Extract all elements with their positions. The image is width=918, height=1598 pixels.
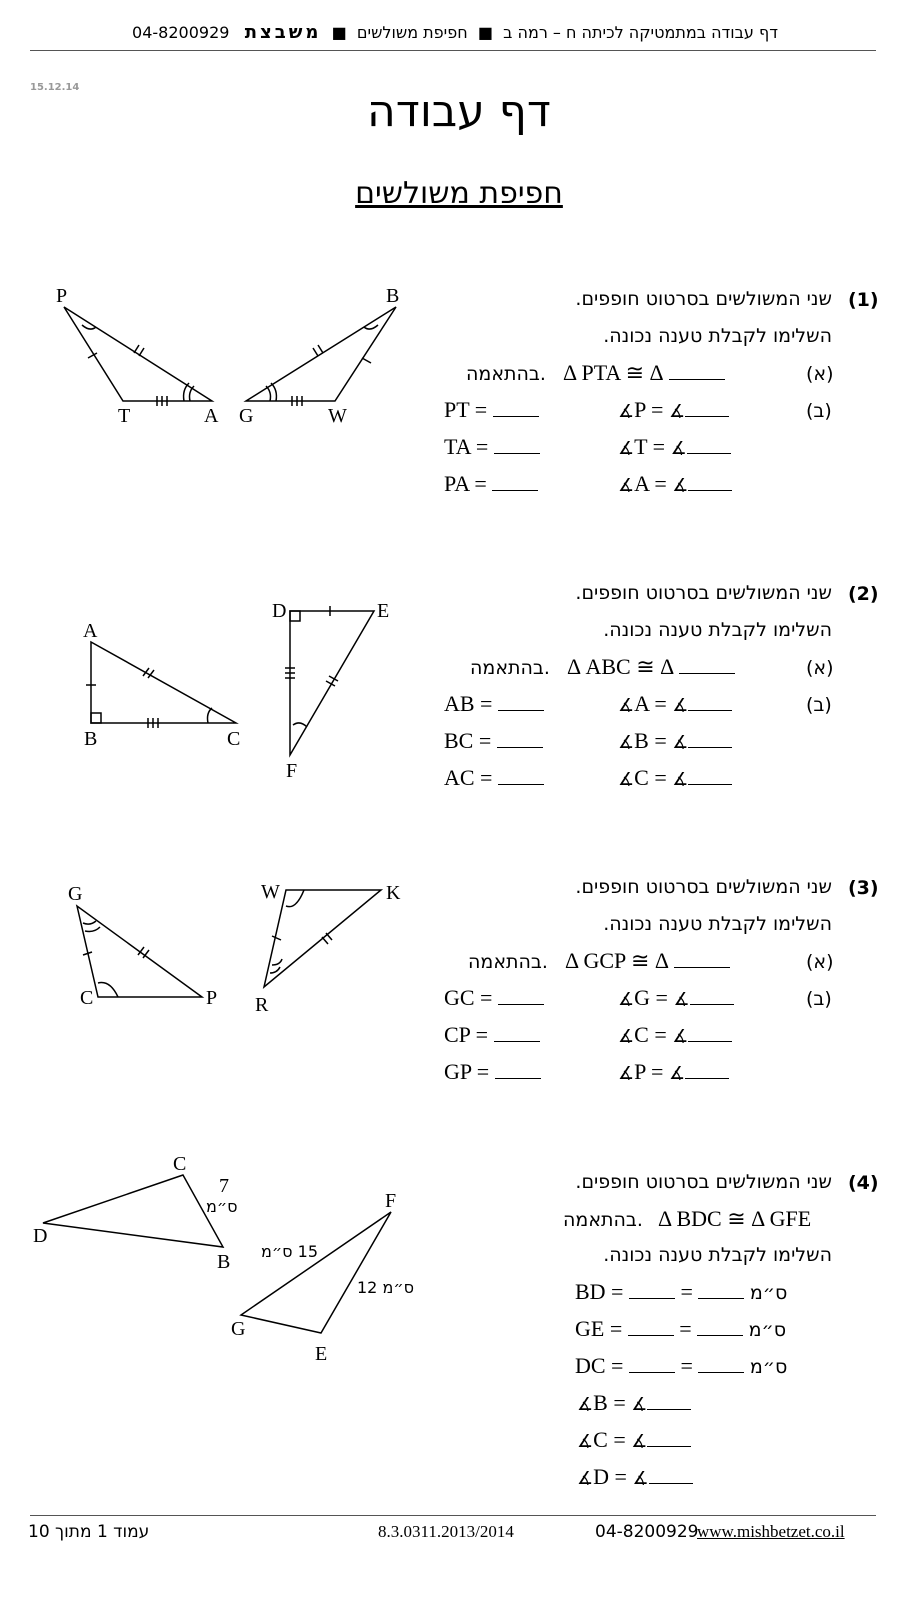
angle-icon: ∡	[577, 1468, 594, 1488]
q1-part-b: (ב)	[806, 400, 832, 422]
q1-side-1	[444, 397, 539, 423]
q2-vertex-1: A	[83, 620, 98, 642]
q2-blank-congruent[interactable]	[679, 655, 735, 674]
q2-line2: השלימו לקבלת טענה נכונה.	[603, 619, 832, 641]
angle-icon: ∡	[672, 732, 689, 752]
q4-vertex-4: F	[385, 1190, 397, 1212]
q4-figure	[25, 1145, 435, 1375]
q1-blank-congruent[interactable]	[669, 361, 725, 380]
angle-icon: ∡	[618, 401, 635, 421]
q2-by-correspondence: בהתאמה.	[470, 657, 550, 679]
angle-icon: ∡	[618, 769, 635, 789]
triangle-bwg	[246, 307, 396, 401]
q3-side-2	[444, 1022, 540, 1048]
q2-congruence-row	[470, 654, 735, 680]
q3-blank-congruent[interactable]	[674, 949, 730, 968]
angle-icon: ∡	[672, 1026, 689, 1046]
q2-number: (2)	[848, 583, 879, 605]
q2-angle-2-label: B =	[634, 728, 667, 753]
q1-side-3-blank[interactable]	[492, 472, 538, 491]
angle-icon: ∡	[672, 769, 689, 789]
q2-figure	[50, 595, 420, 795]
angle-icon: ∡	[632, 1468, 649, 1488]
q3-angle-3	[618, 1059, 729, 1085]
q1-side-1-blank[interactable]	[493, 398, 539, 417]
angle-icon: ∡	[672, 695, 689, 715]
q3-vertex-3: P	[206, 987, 218, 1009]
q2-side-3-label: AC =	[444, 765, 493, 790]
triangle-cdb	[43, 1175, 223, 1247]
q4-line2: השלימו לקבלת טענה נכונה.	[603, 1244, 832, 1266]
q1-angle-1-blank[interactable]	[685, 398, 729, 417]
triangle-fge	[241, 1212, 391, 1333]
q3-side-3-blank[interactable]	[495, 1060, 541, 1079]
q4-side-3-eq: =	[680, 1353, 693, 1378]
q3-angle-2-label: C =	[634, 1022, 667, 1047]
q3-side-2-blank[interactable]	[494, 1023, 540, 1042]
q2-side-1-label: AB =	[444, 691, 493, 716]
q2-angle-3-label: C =	[634, 765, 667, 790]
q1-side-3	[444, 471, 538, 497]
q3-line2: השלימו לקבלת טענה נכונה.	[603, 913, 832, 935]
q1-line1: שני המשולשים בסרטוט חופפים.	[575, 288, 832, 310]
q4-angle-3-blank[interactable]	[649, 1465, 693, 1484]
q2-part-a: (א)	[806, 657, 834, 679]
q4-side-2-value[interactable]	[697, 1317, 743, 1336]
q4-angle-1-blank[interactable]	[647, 1391, 691, 1410]
q3-side-2-label: CP =	[444, 1022, 488, 1047]
q4-side-3	[575, 1353, 787, 1379]
q3-vertex-2: C	[80, 987, 94, 1009]
date-stamp: 15.12.14	[30, 82, 80, 93]
q4-measure-cb: 7	[219, 1175, 229, 1197]
q3-part-b: (ב)	[806, 988, 832, 1010]
q4-side-2	[575, 1316, 786, 1342]
q4-angle-3-label: D =	[593, 1464, 627, 1489]
angle-icon: ∡	[618, 1063, 635, 1083]
q1-angle-3-blank[interactable]	[688, 472, 732, 491]
q2-side-2-label: BC =	[444, 728, 492, 753]
q2-angle-2	[618, 728, 732, 754]
triangle-abc	[91, 642, 236, 723]
angle-icon: ∡	[673, 989, 690, 1009]
brand-logo: משבצת	[244, 22, 322, 43]
q2-angle-1	[618, 691, 732, 717]
angle-icon: ∡	[618, 989, 635, 1009]
q3-angle-1-label: G =	[634, 985, 668, 1010]
header-divider	[30, 50, 876, 51]
q2-vertex-3: C	[227, 728, 241, 750]
q1-line2: השלימו לקבלת טענה נכונה.	[603, 325, 832, 347]
q2-vertex-4: D	[272, 600, 287, 622]
q4-side-2-eq: =	[679, 1316, 692, 1341]
q1-vertex-4: B	[386, 285, 400, 307]
q3-angle-2-blank[interactable]	[688, 1023, 732, 1042]
q3-line1: שני המשולשים בסרטוט חופפים.	[575, 876, 832, 898]
q4-vertex-6: E	[315, 1343, 328, 1365]
q4-vertex-2: D	[33, 1225, 48, 1247]
q4-side-2-blank[interactable]	[628, 1317, 674, 1336]
footer-code: 8.3.0311.2013/2014	[378, 1522, 514, 1541]
q3-angle-3-label: P =	[634, 1059, 664, 1084]
q1-side-3-label: PA =	[444, 471, 487, 496]
q4-side-3-value[interactable]	[698, 1354, 744, 1373]
q2-angle-2-blank[interactable]	[688, 729, 732, 748]
q1-congruence-row	[466, 360, 725, 386]
header-topic: חפיפת משולשים	[356, 23, 468, 42]
q4-angle-1	[577, 1390, 691, 1416]
triangle-pta	[64, 307, 212, 401]
angle-icon: ∡	[577, 1394, 594, 1414]
q3-angle-1	[618, 985, 734, 1011]
q3-part-a: (א)	[806, 951, 834, 973]
header-line: דף עבודה במתמטיקה לכיתה ח – רמה ב ■ חפיפת משולשים ■ משבצת 04-8200929	[132, 22, 778, 43]
q2-angle-3-blank[interactable]	[688, 766, 732, 785]
q3-side-1	[444, 985, 544, 1011]
header-worksheet: דף עבודה במתמטיקה לכיתה ח – רמה ב	[503, 23, 778, 42]
q4-angle-1-label: B =	[593, 1390, 626, 1415]
q4-side-1-blank[interactable]	[629, 1280, 675, 1299]
q1-part-a: (א)	[806, 363, 834, 385]
q3-congruence-row	[468, 948, 730, 974]
q1-number: (1)	[848, 289, 879, 311]
footer-divider	[30, 1515, 876, 1516]
angle-icon: ∡	[668, 1063, 686, 1083]
header-phone: 04-8200929	[132, 23, 230, 42]
q1-vertex-1: P	[56, 285, 68, 307]
angle-icon: ∡	[618, 695, 635, 715]
angle-icon: ∡	[631, 1431, 648, 1451]
q4-measure-cb-unit: ס״מ	[206, 1197, 238, 1216]
q2-angle-3	[618, 765, 732, 791]
q1-vertex-2: T	[118, 405, 131, 427]
angle-icon: ∡	[670, 438, 687, 458]
q1-congruence: Δ PTA ≅ Δ	[563, 360, 664, 385]
q3-congruence: Δ GCP ≅ Δ	[565, 948, 670, 973]
q3-angle-2	[618, 1022, 732, 1048]
triangle-def	[290, 611, 374, 755]
q2-congruence: Δ ABC ≅ Δ	[567, 654, 675, 679]
q4-side-1-value[interactable]	[698, 1280, 744, 1299]
triangle-gcp	[77, 906, 202, 997]
q4-line1: שני המשולשים בסרטוט חופפים.	[575, 1171, 832, 1193]
q1-angle-2	[618, 434, 731, 460]
q3-number: (3)	[848, 877, 879, 899]
q1-figure	[30, 280, 430, 440]
q1-side-2	[444, 434, 540, 460]
q2-angle-1-label: A =	[634, 691, 667, 716]
q3-vertex-5: K	[386, 882, 401, 904]
q3-side-3-label: GP =	[444, 1059, 490, 1084]
q4-angle-2-label: C =	[593, 1427, 626, 1452]
q3-angle-3-blank[interactable]	[685, 1060, 729, 1079]
q3-side-1-blank[interactable]	[498, 986, 544, 1005]
q1-angle-3	[618, 471, 732, 497]
q3-figure	[50, 875, 420, 1025]
q4-side-2-label: GE =	[575, 1316, 623, 1341]
footer-page-number: עמוד 1 מתוך 10	[28, 1522, 150, 1542]
q2-vertex-6: F	[286, 760, 298, 782]
q3-side-3	[444, 1059, 541, 1085]
q3-vertex-1: G	[68, 883, 83, 905]
q4-measure-fe: 12 ס״מ	[357, 1278, 415, 1297]
angle-icon: ∡	[618, 732, 635, 752]
q2-angle-1-blank[interactable]	[688, 692, 732, 711]
footer-phone: 04-8200929	[595, 1522, 699, 1542]
q4-angle-2-blank[interactable]	[647, 1428, 691, 1447]
q4-number: (4)	[848, 1172, 879, 1194]
q1-angle-3-label: A =	[634, 471, 667, 496]
angle-icon: ∡	[618, 438, 635, 458]
q4-by-correspondence: בהתאמה.	[563, 1209, 643, 1231]
q1-angle-1	[618, 397, 729, 423]
q2-side-1-blank[interactable]	[498, 692, 544, 711]
q4-congruence: Δ BDC ≅ Δ GFE	[658, 1206, 812, 1231]
q2-vertex-5: E	[377, 600, 390, 622]
q1-angle-1-label: P =	[634, 397, 664, 422]
angle-icon: ∡	[577, 1431, 594, 1451]
q1-by-correspondence: בהתאמה.	[466, 363, 546, 385]
q1-vertex-3: A	[204, 405, 219, 427]
q2-side-2	[444, 728, 543, 754]
q4-congruence-row	[563, 1206, 811, 1232]
q4-angle-2	[577, 1427, 691, 1453]
q3-angle-1-blank[interactable]	[690, 986, 734, 1005]
q4-vertex-1: C	[173, 1153, 187, 1175]
q2-side-2-blank[interactable]	[497, 729, 543, 748]
angle-icon: ∡	[618, 1026, 635, 1046]
q4-side-1-eq: =	[680, 1279, 693, 1304]
angle-icon: ∡	[618, 475, 635, 495]
q4-side-3-unit: ס״מ	[749, 1356, 788, 1378]
q1-vertex-5: G	[239, 405, 254, 427]
q1-vertex-6: W	[328, 405, 347, 427]
q2-side-1	[444, 691, 544, 717]
q4-side-1-unit: ס״מ	[749, 1282, 788, 1304]
q2-part-b: (ב)	[806, 694, 832, 716]
q3-vertex-6: R	[255, 994, 269, 1016]
q4-side-3-label: DC =	[575, 1353, 624, 1378]
q4-side-2-unit: ס״מ	[748, 1319, 787, 1341]
q1-side-1-label: PT =	[444, 397, 488, 422]
q4-side-1	[575, 1279, 787, 1305]
q4-vertex-3: B	[217, 1251, 231, 1273]
q1-angle-2-blank[interactable]	[687, 435, 731, 454]
q2-line1: שני המשולשים בסרטוט חופפים.	[575, 582, 832, 604]
q4-vertex-5: G	[231, 1318, 246, 1340]
q1-side-2-label: TA =	[444, 434, 489, 459]
q1-side-2-blank[interactable]	[494, 435, 540, 454]
q2-vertex-2: B	[84, 728, 98, 750]
q4-angle-3	[577, 1464, 693, 1490]
angle-icon: ∡	[672, 475, 689, 495]
angle-icon: ∡	[668, 401, 686, 421]
footer-site-link[interactable]: www.mishbetzet.co.il	[697, 1522, 845, 1541]
q3-by-correspondence: בהתאמה.	[468, 951, 548, 973]
q1-angle-2-label: T =	[634, 434, 666, 459]
q4-side-3-blank[interactable]	[629, 1354, 675, 1373]
page-title: דף עבודה	[367, 86, 551, 137]
page-subtitle: חפיפת משולשים	[355, 176, 563, 211]
q2-side-3-blank[interactable]	[498, 766, 544, 785]
q3-side-1-label: GC =	[444, 985, 493, 1010]
angle-icon: ∡	[631, 1394, 648, 1414]
q4-side-1-label: BD =	[575, 1279, 624, 1304]
q2-side-3	[444, 765, 544, 791]
q3-vertex-4: W	[261, 881, 280, 903]
q4-measure-fg: 15 ס״מ	[260, 1242, 318, 1261]
